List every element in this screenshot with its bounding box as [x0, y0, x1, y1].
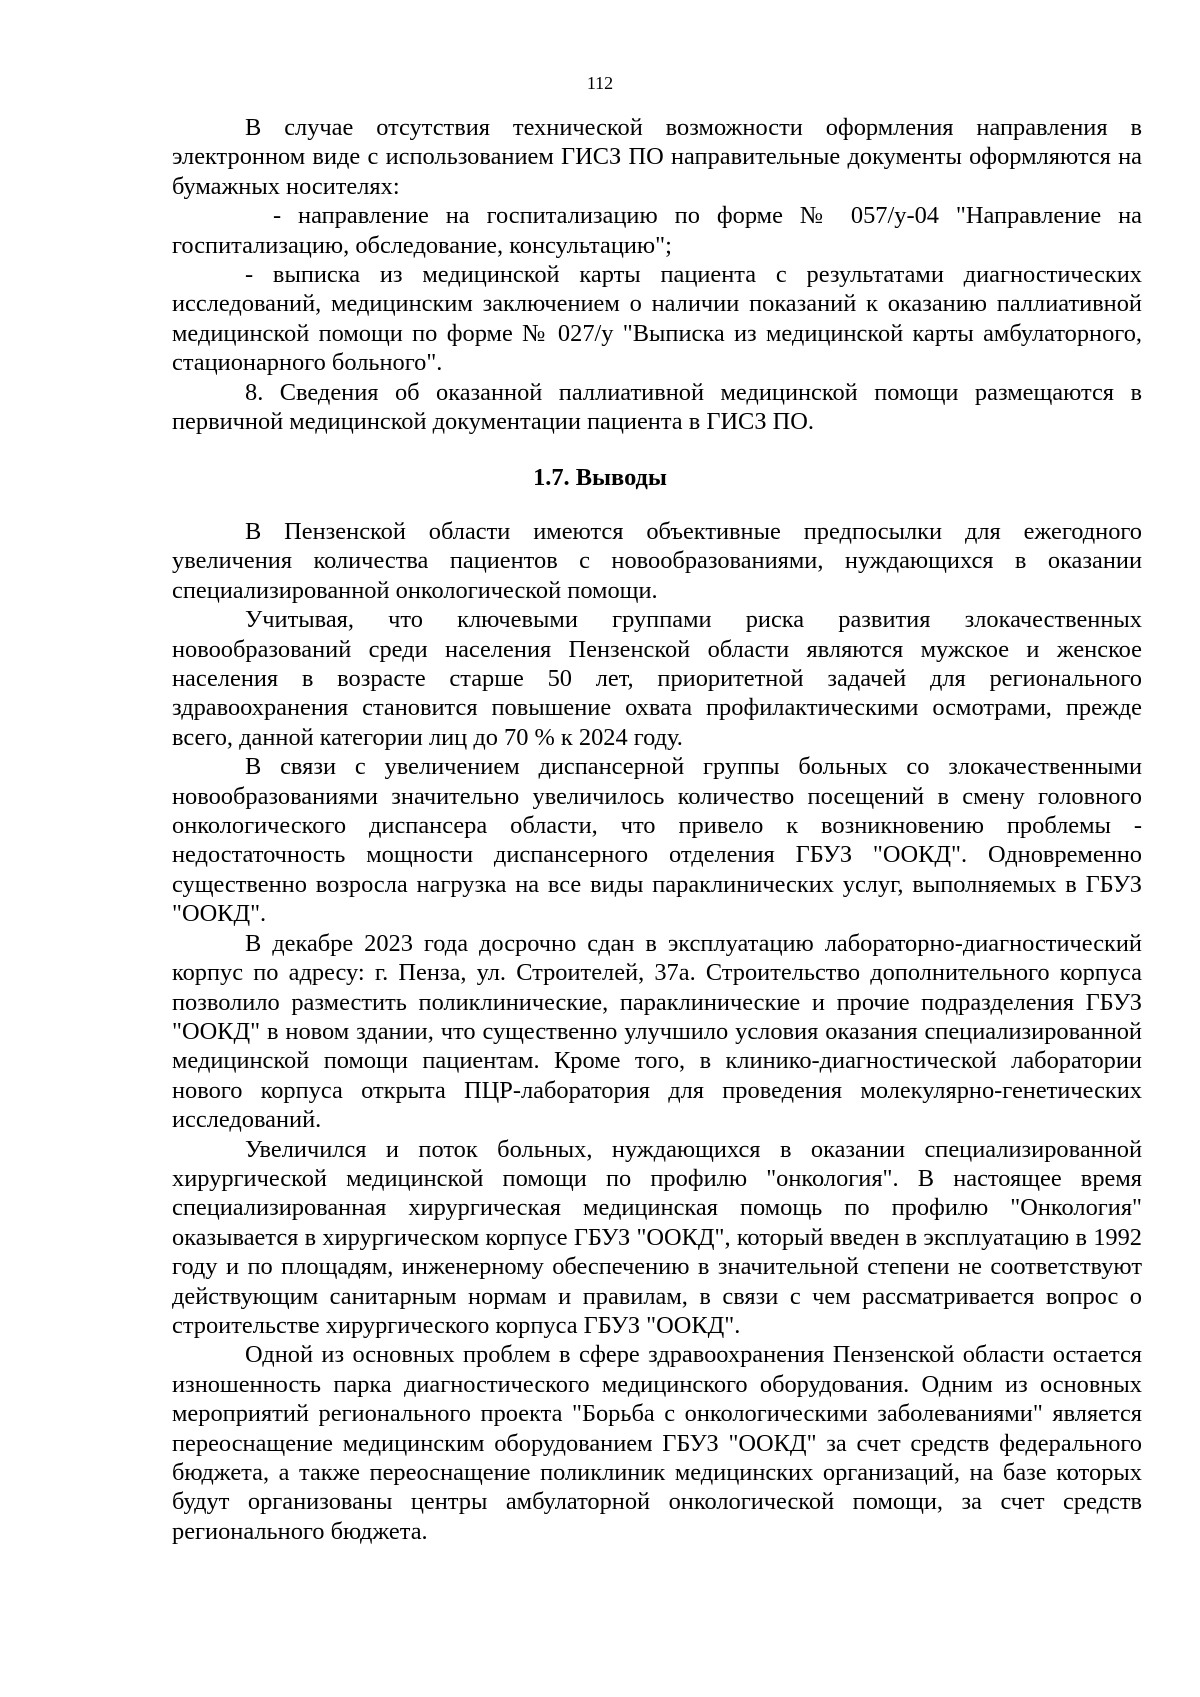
page-number: 112: [586, 73, 614, 93]
section-text-block: [172, 517, 1142, 1546]
section-paragraph: Учитывая, что ключевыми группами риска развития злокачественных новообразований среди населения Пензенской области являются мужское и женское населения в возрасте старше 50 лет, приоритетной задачей для регионального здравоохранения становится повышение охвата профилактическими осмотрами, прежде всего, данной категории лиц до 70 % к 2024 году.: [172, 606, 1142, 751]
intro-paragraph: В случае отсутствия технической возможности оформления направления в электронном виде с использованием ГИСЗ ПО направительные документы оформляются на бумажных носителях:: [172, 114, 1142, 200]
intro-list-item: - направление на госпитализацию по форме № 057/у-04 "Направление на госпитализацию, обследование, консультацию";: [172, 202, 1142, 259]
intro-text-block: [172, 113, 1142, 436]
intro-list-item: - выписка из медицинской карты пациента с результатами диагностических исследований, медицинским заключением о наличии показаний к оказанию паллиативной медицинской помощи по форме № 027/у "Выписка из медицинской карты амбулаторного, стационарного больного".: [172, 261, 1142, 377]
section-paragraph: В Пензенской области имеются объективные предпосылки для ежегодного увеличения количества пациентов с новообразованиями, нуждающихся в оказании специализированной онкологической помощи.: [172, 518, 1142, 604]
section-paragraph: В декабре 2023 года досрочно сдан в эксплуатацию лабораторно-диагностический корпус по адресу: г. Пенза, ул. Строителей, 37а. Строительство дополнительного корпуса позволило разместить поликлинические, параклинические и прочие подразделения ГБУЗ "ООКД" в новом здании, что существенно улучшило условия оказания специализированной медицинской помощи пациентам. Кроме того, в клинико-диагностической лаборатории нового корпуса открыта ПЦР-лаборатория для проведения молекулярно-генетических исследований.: [172, 929, 1142, 1134]
section-heading: 1.7. Выводы: [533, 464, 667, 491]
section-paragraph: Одной из основных проблем в сфере здравоохранения Пензенской области остается изношенность парка диагностического медицинского оборудования. Одним из основных мероприятий регионального проекта "Борьба с онкологическими заболеваниями" является переоснащение медицинским оборудованием ГБУЗ "ООКД" за счет средств федерального бюджета, а также переоснащение поликлиник медицинских организаций, на базе которых будут организованы центры амбулаторной онкологической помощи, за счет средств регионального бюджета.: [172, 1341, 1142, 1545]
intro-paragraph: 8. Сведения об оказанной паллиативной медицинской помощи размещаются в первичной медицинской документации пациента в ГИСЗ ПО.: [172, 378, 1142, 436]
section-paragraph: Увеличился и поток больных, нуждающихся в оказании специализированной хирургической медицинской помощи по профилю "онкология". В настоящее время специализированная хирургическая медицинская помощь по профилю "Онкология" оказывается в хирургическом корпусе ГБУЗ "ООКД", который введен в эксплуатацию в 1992 году и по площадям, инженерному обеспечению в значительной степени не соответствуют действующим санитарным нормам и правилам, в связи с чем рассматривается вопрос о строительстве хирургического корпуса ГБУЗ "ООКД".: [172, 1135, 1142, 1339]
section-paragraph: В связи с увеличением диспансерной группы больных со злокачественными новообразованиями значительно увеличилось количество посещений в смену головного онкологического диспансера области, что привело к возникновению проблемы - недостаточность мощности диспансерного отделения ГБУЗ "ООКД". Одновременно существенно возросла нагрузка на все виды параклинических услуг, выполняемых в ГБУЗ "ООКД".: [172, 753, 1142, 928]
